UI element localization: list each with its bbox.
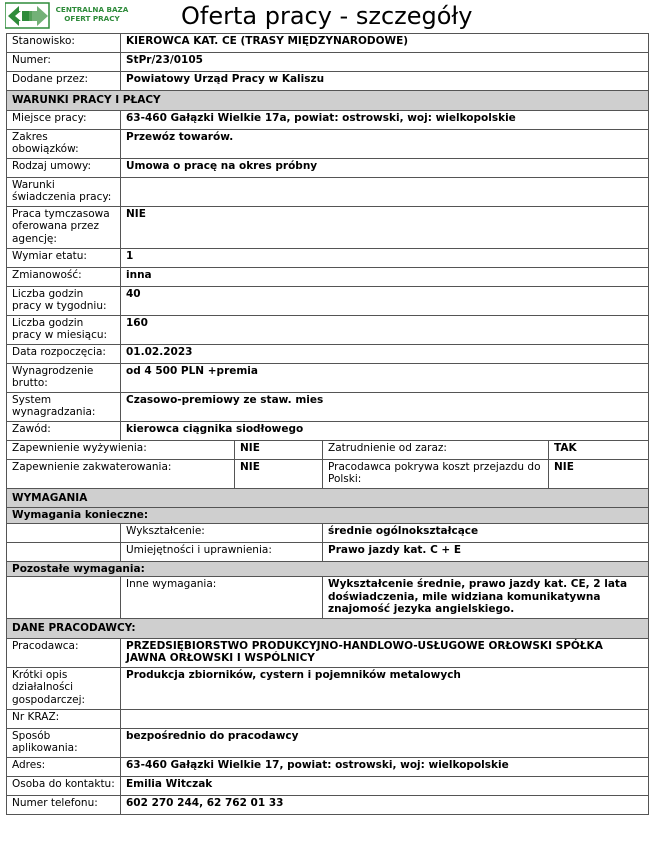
page-title: Oferta pracy - szczegóły <box>181 2 473 30</box>
indent-cell <box>7 542 121 561</box>
logo-line-2: OFERT PRACY <box>64 14 120 23</box>
table-row <box>7 363 649 392</box>
subsection-title: Wymagania konieczne: <box>7 508 649 524</box>
table-row <box>7 667 649 709</box>
section-title: DANE PRACODAWCY: <box>7 619 649 639</box>
row-label: Wymiar etatu: <box>7 248 121 267</box>
row-position <box>7 34 649 53</box>
row-label: Miejsce pracy: <box>7 110 121 129</box>
table-row <box>7 110 649 129</box>
row-other-requirements <box>7 577 649 619</box>
indent-cell <box>7 577 121 619</box>
row-label: Praca tymczasowa oferowana przez agencję: <box>7 206 121 248</box>
table-row <box>7 776 649 795</box>
other-value: Wykształcenie średnie, prawo jazdy kat. CE, 2 lata doświadczenia, mile widziana komunikatywna znajomość jezyka angielskiego. <box>323 577 649 619</box>
table-row <box>7 267 649 286</box>
row-number <box>7 53 649 72</box>
row-value: 160 <box>121 315 649 344</box>
cbop-logo-icon <box>5 2 51 30</box>
row-label: Rodzaj umowy: <box>7 158 121 177</box>
other-label: Inne wymagania: <box>121 577 323 619</box>
food-label: Zapewnienie wyżywienia: <box>7 440 235 459</box>
table-row <box>7 315 649 344</box>
row-education <box>7 523 649 542</box>
row-label: System wynagradzania: <box>7 392 121 421</box>
skills-label: Umiejętności i uprawnienia: <box>121 542 323 561</box>
table-row <box>7 392 649 421</box>
row-label: Adres: <box>7 757 121 776</box>
table-row <box>7 638 649 667</box>
row-value: NIE <box>121 206 649 248</box>
row-food-immediate <box>7 440 649 459</box>
row-value: 63-460 Gałązki Wielkie 17a, powiat: ostrowski, woj: wielkopolskie <box>121 110 649 129</box>
row-value: Produkcja zbiorników, cystern i pojemników metalowych <box>121 667 649 709</box>
row-added-by <box>7 72 649 91</box>
offer-details-table <box>6 33 649 815</box>
position-label: Stanowisko: <box>7 34 121 53</box>
row-label: Zakres obowiązków: <box>7 129 121 158</box>
row-label: Osoba do kontaktu: <box>7 776 121 795</box>
row-label: Zawód: <box>7 421 121 440</box>
subsection-other <box>7 561 649 577</box>
row-label: Liczba godzin pracy w miesiącu: <box>7 315 121 344</box>
table-row <box>7 795 649 814</box>
row-value: Czasowo-premiowy ze staw. mies <box>121 392 649 421</box>
row-value: inna <box>121 267 649 286</box>
added-by-label: Dodane przez: <box>7 72 121 91</box>
row-value <box>121 709 649 728</box>
row-value <box>121 177 649 206</box>
subsection-mandatory <box>7 508 649 524</box>
education-label: Wykształcenie: <box>121 523 323 542</box>
table-row <box>7 129 649 158</box>
indent-cell <box>7 523 121 542</box>
row-value: Umowa o pracę na okres próbny <box>121 158 649 177</box>
row-value: 01.02.2023 <box>121 344 649 363</box>
row-value: od 4 500 PLN +premia <box>121 363 649 392</box>
table-row <box>7 286 649 315</box>
immediate-label: Zatrudnienie od zaraz: <box>323 440 549 459</box>
section-title: WARUNKI PRACY I PŁACY <box>7 91 649 111</box>
table-row <box>7 177 649 206</box>
education-value: średnie ogólnokształcące <box>323 523 649 542</box>
table-row <box>7 421 649 440</box>
row-label: Zmianowość: <box>7 267 121 286</box>
row-label: Krótki opis działalności gospodarczej: <box>7 667 121 709</box>
added-by-value: Powiatowy Urząd Pracy w Kaliszu <box>121 72 649 91</box>
row-label: Nr KRAZ: <box>7 709 121 728</box>
row-label: Sposób aplikowania: <box>7 728 121 757</box>
housing-label: Zapewnienie zakwaterowania: <box>7 459 235 488</box>
page-header <box>0 0 660 33</box>
immediate-value: TAK <box>549 440 649 459</box>
number-label: Numer: <box>7 53 121 72</box>
row-label: Warunki świadczenia pracy: <box>7 177 121 206</box>
number-value: StPr/23/0105 <box>121 53 649 72</box>
table-row <box>7 158 649 177</box>
table-row <box>7 709 649 728</box>
section-title: WYMAGANIA <box>7 488 649 508</box>
row-value: Emilia Witczak <box>121 776 649 795</box>
travel-label: Pracodawca pokrywa koszt przejazdu do Polski: <box>323 459 549 488</box>
row-value: 40 <box>121 286 649 315</box>
section-conditions <box>7 91 649 111</box>
table-row <box>7 248 649 267</box>
table-row <box>7 206 649 248</box>
cbop-logo <box>5 2 130 30</box>
subsection-title: Pozostałe wymagania: <box>7 561 649 577</box>
row-label: Data rozpoczęcia: <box>7 344 121 363</box>
row-value: bezpośrednio do pracodawcy <box>121 728 649 757</box>
row-value: 1 <box>121 248 649 267</box>
housing-value: NIE <box>235 459 323 488</box>
skills-value: Prawo jazdy kat. C + E <box>323 542 649 561</box>
row-value: 602 270 244, 62 762 01 33 <box>121 795 649 814</box>
section-employer <box>7 619 649 639</box>
row-value: Przewóz towarów. <box>121 129 649 158</box>
logo-line-1: CENTRALNA BAZA <box>55 5 129 14</box>
row-label: Numer telefonu: <box>7 795 121 814</box>
row-value: kierowca ciągnika siodłowego <box>121 421 649 440</box>
row-value: 63-460 Gałązki Wielkie 17, powiat: ostrowski, woj: wielkopolskie <box>121 757 649 776</box>
table-row <box>7 757 649 776</box>
row-label: Pracodawca: <box>7 638 121 667</box>
section-requirements <box>7 488 649 508</box>
table-row <box>7 344 649 363</box>
table-row <box>7 728 649 757</box>
food-value: NIE <box>235 440 323 459</box>
travel-value: NIE <box>549 459 649 488</box>
logo-text <box>52 5 132 23</box>
row-skills <box>7 542 649 561</box>
row-label: Wynagrodzenie brutto: <box>7 363 121 392</box>
row-housing-travel <box>7 459 649 488</box>
position-value: KIEROWCA KAT. CE (TRASY MIĘDZYNARODOWE) <box>121 34 649 53</box>
row-label: Liczba godzin pracy w tygodniu: <box>7 286 121 315</box>
row-value: PRZEDSIĘBIORSTWO PRODUKCYJNO-HANDLOWO-USŁUGOWE ORŁOWSKI SPÓŁKA JAWNA ORŁOWSKI I WSPÓLNICY <box>121 638 649 667</box>
